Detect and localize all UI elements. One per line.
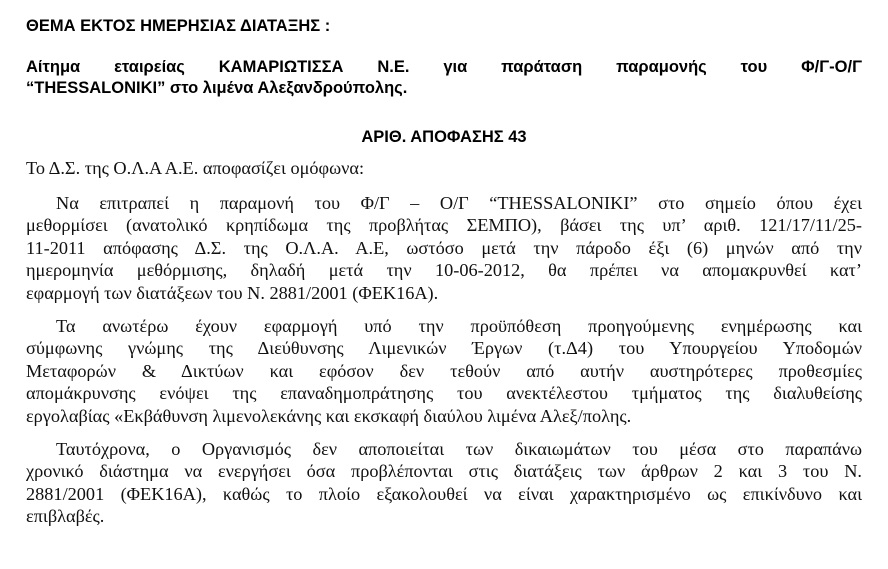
decision-intro: Το Δ.Σ. της Ο.Λ.Α Α.Ε. αποφασίζει ομόφωνα:: [26, 158, 365, 178]
paragraph-line: 2881/2001 (ΦΕΚ16Α), καθώς το πλοίο εξακολουθεί να είναι χαρακτηρισμένο ως επικίνδυνο και: [26, 483, 862, 504]
subject-line: Αίτημα εταιρείας ΚΑΜΑΡΙΩΤΙΣΣΑ Ν.Ε. για παράταση παραμονής του Φ/Γ-Ο/Γ: [26, 58, 862, 76]
paragraph-line: σύμφωνης γνώμης της Διεύθυνσης Λιμενικών Έργων (τ.Δ4) του Υπουργείου Υποδομών: [26, 338, 862, 359]
paragraph-line: 11-2011 απόφασης Δ.Σ. της Ο.Λ.Α. Α.Ε, ωστόσο μετά την πάροδο έξι (6) μηνών από την: [26, 237, 862, 258]
paragraph-conditions: [26, 315, 862, 428]
decision-number: ΑΡΙΘ. ΑΠΟΦΑΣΗΣ 43: [361, 128, 527, 146]
paragraph-line: εργολαβίας «Εκβάθυνση λιμενολεκάνης και εκσκαφή διαύλου λιμένα Αλεξ/πολης.: [26, 405, 632, 426]
paragraph-line: Μεταφορών & Δικτύων και εφόσον δεν τεθούν από αυτήν αυστηρότερες προθεσμίες: [26, 360, 862, 381]
subject-title: [26, 57, 862, 99]
document-heading: ΘΕΜΑ ΕΚΤΟΣ ΗΜΕΡΗΣΙΑΣ ΔΙΑΤΑΞΗΣ :: [26, 17, 331, 35]
paragraph-line: επιβλαβές.: [26, 506, 105, 527]
paragraph-line: Να επιτραπεί η παραμονή του Φ/Γ – Ο/Γ “THESSALONIKI” στο σημείο όπου έχει: [56, 192, 862, 213]
paragraph-line: ημερομηνία μεθόρμισης, δηλαδή μετά την 10-06-2012, θα πρέπει να απομακρυνθεί κατ’: [26, 260, 862, 281]
subject-line: “THESSALONIKI” στο λιμένα Αλεξανδρούπολης.: [26, 79, 408, 97]
paragraph-line: Ταυτόχρονα, ο Οργανισμός δεν αποποιείται των δικαιωμάτων του μέσα στο παραπάνω: [56, 438, 862, 459]
paragraph-line: μεθορμίσει (ανατολικό κρηπίδωμα της προβλήτας ΣΕΜΠΟ), βάσει της υπ’ αριθ. 121/17/11/25-: [26, 215, 862, 236]
paragraph-line: εφαρμογή των διατάξεων του Ν. 2881/2001 (ΦΕΚ16Α).: [26, 282, 439, 303]
paragraph-line: χρονικό διάστημα να ενεργήσει όσα προβλέπονται στις διατάξεις των άρθρων 2 και 3 του Ν.: [26, 461, 862, 482]
paragraph-permission: [26, 192, 862, 305]
paragraph-rights: [26, 438, 862, 528]
paragraph-line: Τα ανωτέρω έχουν εφαρμογή υπό την προϋπόθεση προηγούμενης ενημέρωσης και: [56, 315, 862, 336]
paragraph-line: απομάκρυνσης ενόψει της επαναδημοπράτησης του ανεκτέλεστου τμήματος της διαλυθείσης: [26, 383, 862, 404]
